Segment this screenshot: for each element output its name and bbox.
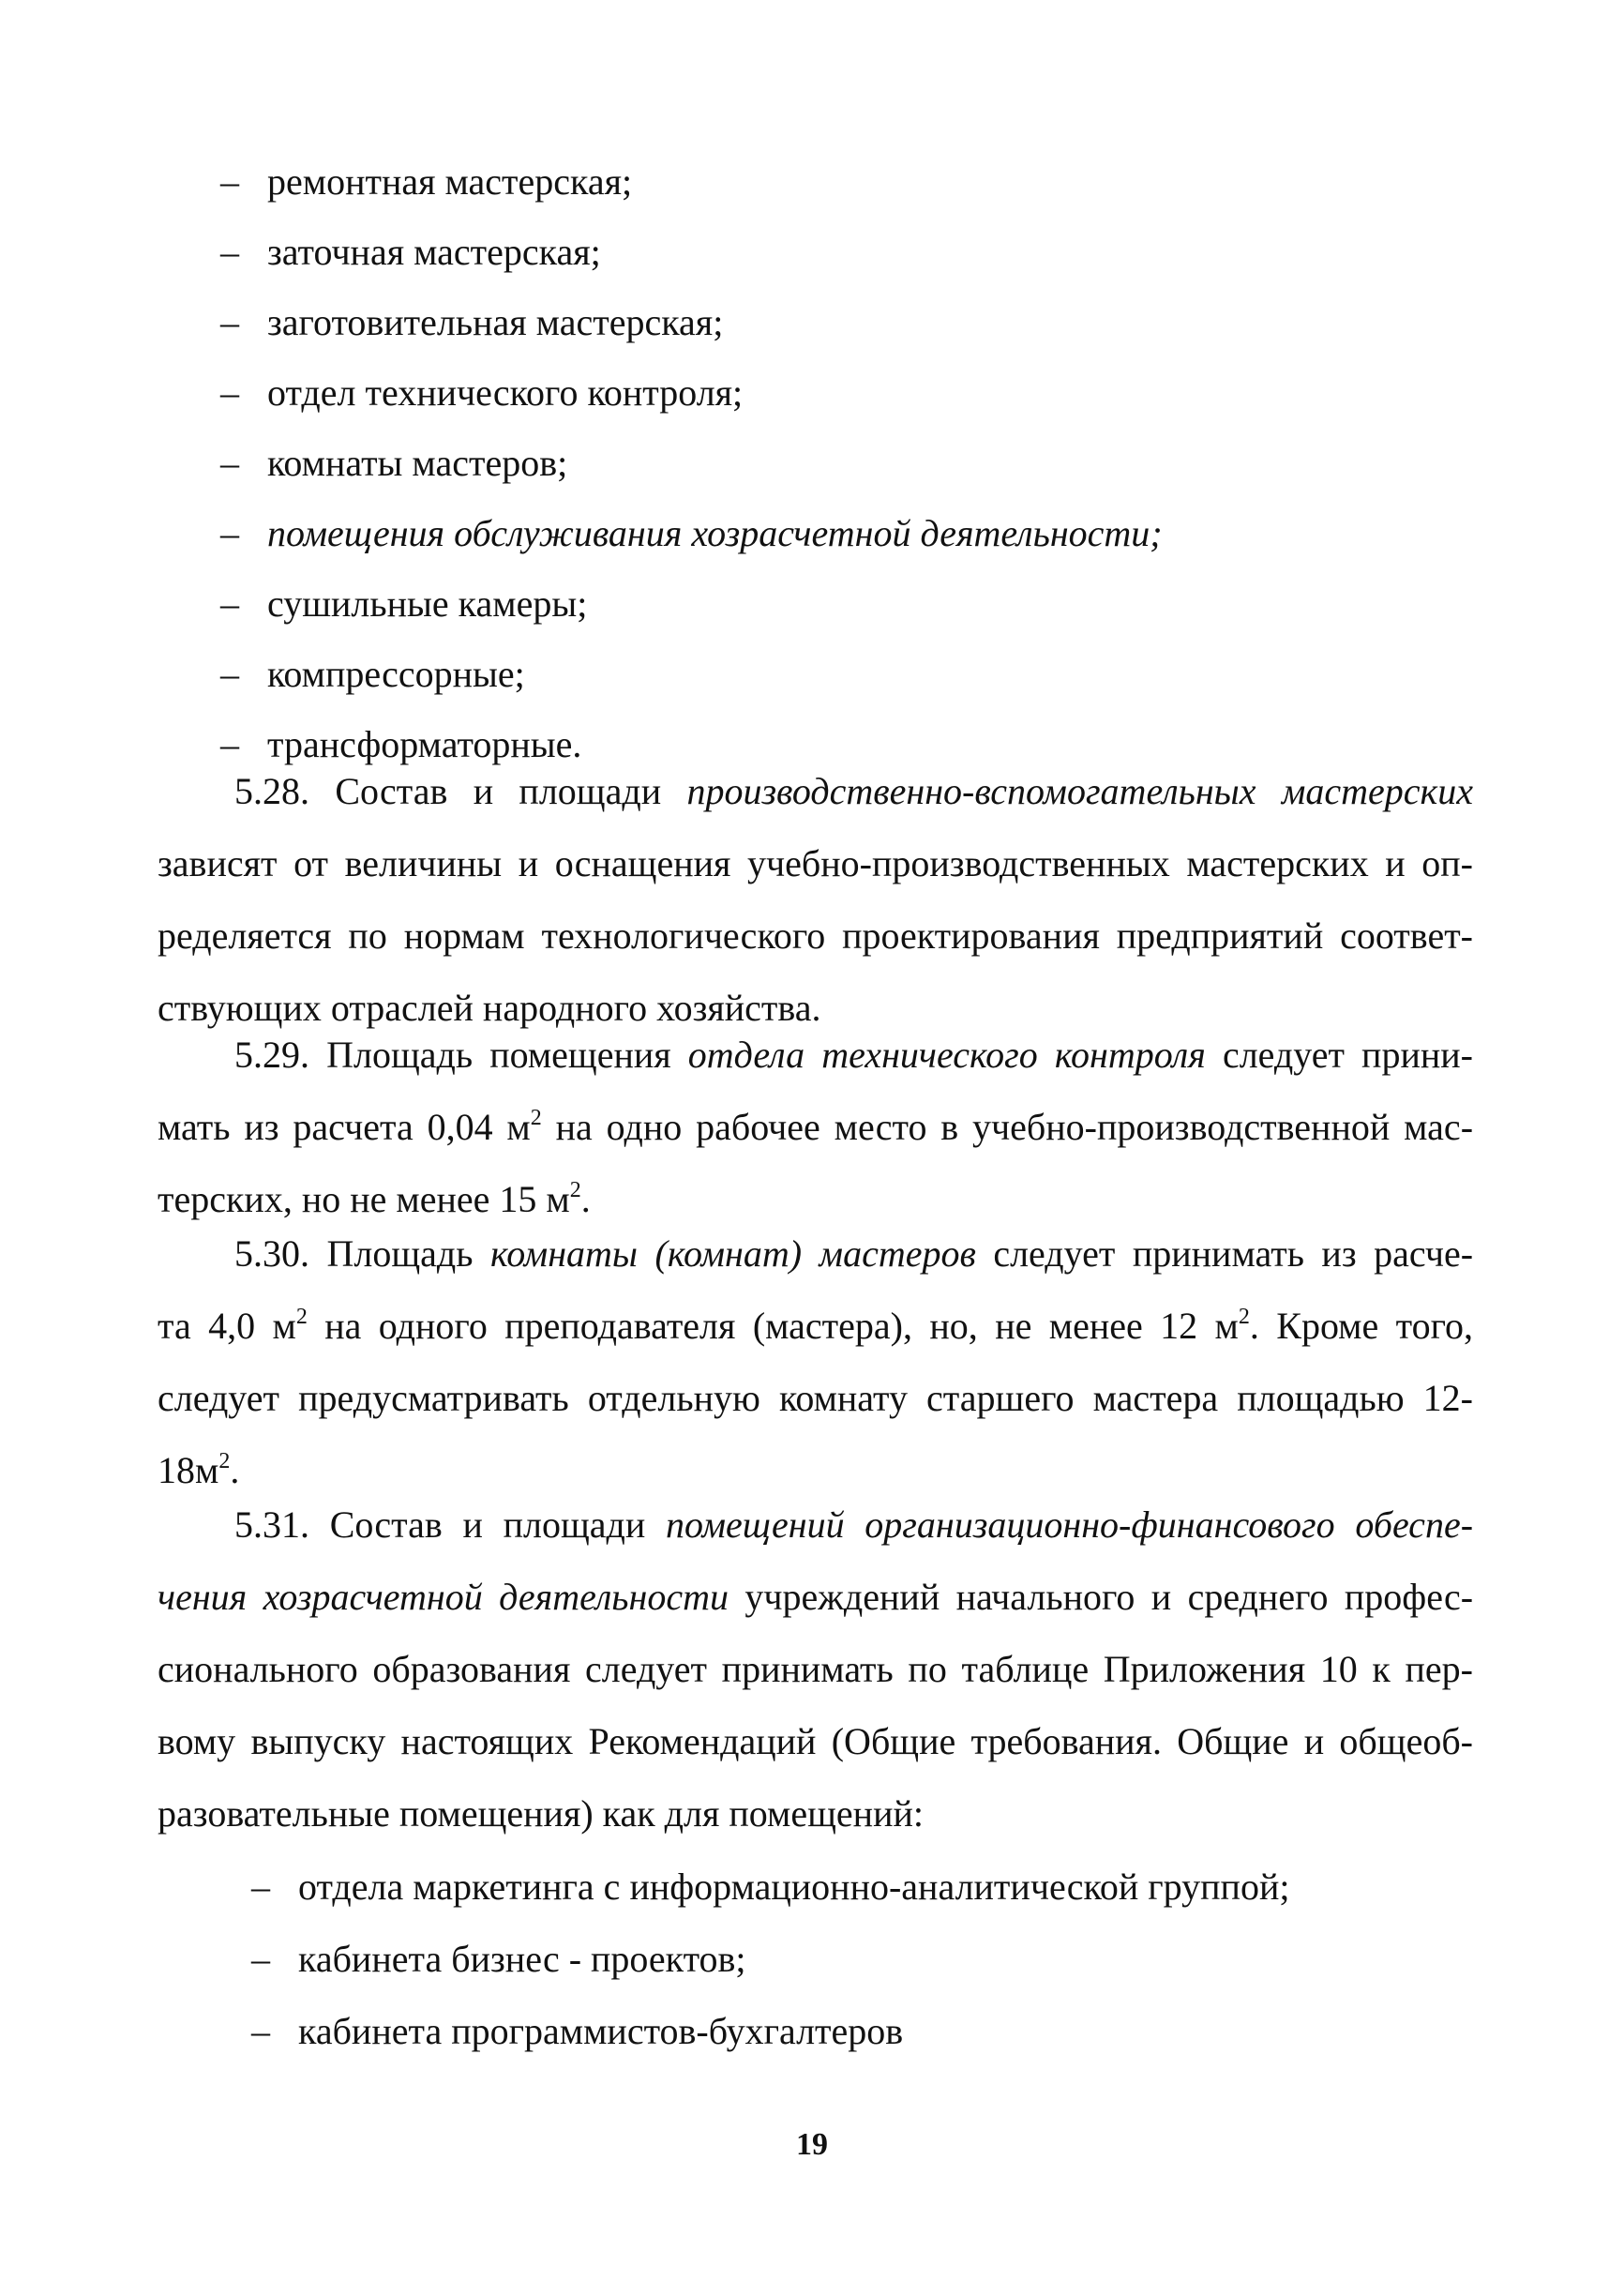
page-number: 19 xyxy=(796,2127,828,2162)
paragraph-line: терских, но не менее 15 $м^2$. xyxy=(158,1178,591,1220)
list-item: – трансформаторные. xyxy=(220,723,582,765)
list-item: – отдела маркетинга с информационно-аналитической группой; xyxy=(251,1866,1290,1908)
paragraph-line: 5.30. Площадь комнаты (комнат) мастеров следует принимать из расче- xyxy=(234,1232,1474,1275)
paragraph-line: разовательные помещения) как для помещений: xyxy=(158,1792,924,1835)
list-item: – помещения обслуживания хозрасчетной деятельности; xyxy=(220,512,1163,554)
paragraph-line: мать из расчета 0,04 $м^2$ на одно рабочее место в учебно-производственной мас- xyxy=(158,1106,1474,1148)
paragraph-line: та 4,0 $м^2$ на одного преподавателя (мастера), но, не менее 12 $м^2$. Кроме того, xyxy=(158,1305,1474,1347)
list-item: – отдел технического контроля; xyxy=(220,371,744,414)
list-item: – заготовительная мастерская; xyxy=(220,301,724,343)
paragraph-line: чения хозрасчетной деятельности учреждений начального и среднего профес- xyxy=(158,1576,1474,1618)
paragraph-line: ределяется по нормам технологического проектирования предприятий соответ- xyxy=(158,914,1473,957)
paragraph-line: зависят от величины и оснащения учебно-производственных мастерских и оп- xyxy=(158,842,1473,884)
paragraph-line: вому выпуску настоящих Рекомендаций (Общие требования. Общие и общеоб- xyxy=(158,1720,1473,1762)
list-item: – заточная мастерская; xyxy=(220,231,601,273)
list-item: – ремонтная мастерская; xyxy=(220,160,633,203)
list-item: – комнаты мастеров; xyxy=(220,442,568,484)
list-item: – кабинета программистов-бухгалтеров xyxy=(251,2010,904,2052)
paragraph-line: следует предусматривать отдельную комнату старшего мастера площадью 12- xyxy=(158,1377,1473,1419)
paragraph-line: 5.29. Площадь помещения отдела технического контроля следует прини- xyxy=(234,1034,1473,1076)
list-item: – кабинета бизнес - проектов; xyxy=(251,1938,746,1980)
list-item: – сушильные камеры; xyxy=(220,582,588,625)
paragraph-line: 5.31. Состав и площади помещений организационно-финансового обеспе- xyxy=(234,1503,1474,1546)
paragraph-line: 5.28. Состав и площади производственно-вспомогательных мастерских xyxy=(234,770,1473,812)
list-item: – компрессорные; xyxy=(220,653,525,695)
paragraph-line: сионального образования следует принимать по таблице Приложения 10 к пер- xyxy=(158,1648,1473,1690)
paragraph-line: $18м^2$. xyxy=(158,1449,240,1491)
paragraph-line: ствующих отраслей народного хозяйства. xyxy=(158,987,821,1029)
